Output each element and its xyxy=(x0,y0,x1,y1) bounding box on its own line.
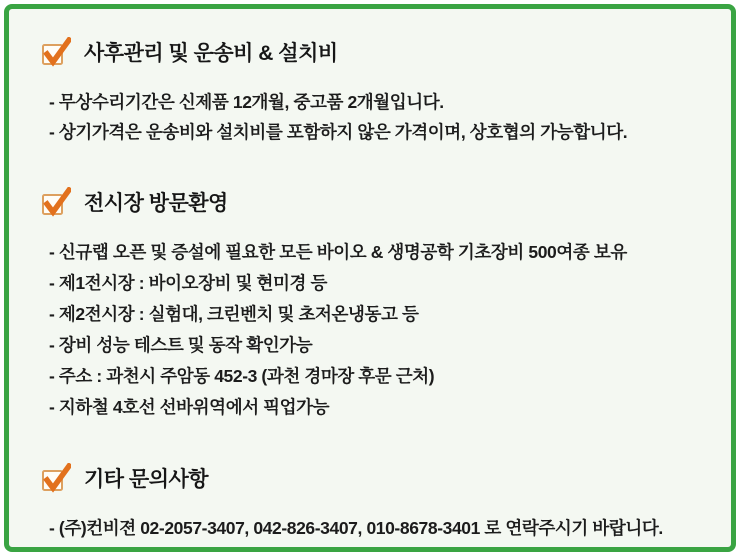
section-showroom xyxy=(41,187,707,423)
section-title: 사후관리 및 운송비 & 설치비 xyxy=(84,42,338,65)
section-title: 전시장 방문환영 xyxy=(84,192,228,215)
section-title: 기타 문의사항 xyxy=(84,468,209,491)
list-item: - 장비 성능 테스트 및 동작 확인가능 xyxy=(49,335,313,355)
list-item: - 무상수리기간은 신제품 12개월, 중고품 2개월입니다. xyxy=(49,92,444,112)
item-list xyxy=(41,513,707,543)
item-list xyxy=(41,237,707,423)
checked-checkbox-icon xyxy=(41,187,71,217)
section-header xyxy=(41,37,707,67)
checked-checkbox-icon xyxy=(41,37,71,67)
list-item: - 지하철 4호선 선바위역에서 픽업가능 xyxy=(49,397,330,417)
section-header xyxy=(41,187,707,217)
section-header xyxy=(41,463,707,493)
notice-card xyxy=(4,4,736,552)
section-contact xyxy=(41,463,707,543)
list-item: - 제2전시장 : 실험대, 크린벤치 및 초저온냉동고 등 xyxy=(49,304,419,324)
item-list xyxy=(41,87,707,147)
list-item: - 신규랩 오픈 및 증설에 필요한 모든 바이오 & 생명공학 기초장비 500여종 보유 xyxy=(49,242,627,262)
list-item: - 주소 : 과천시 주암동 452-3 (과천 경마장 후문 근처) xyxy=(49,366,435,386)
list-item: - 상기가격은 운송비와 설치비를 포함하지 않은 가격이며, 상호협의 가능합니다. xyxy=(49,122,628,142)
list-item: - 제1전시장 : 바이오장비 및 현미경 등 xyxy=(49,273,328,293)
checked-checkbox-icon xyxy=(41,463,71,493)
section-aftercare xyxy=(41,37,707,147)
list-item: - (주)컨비젼 02-2057-3407, 042-826-3407, 010-8678-3401 로 연락주시기 바랍니다. xyxy=(49,518,663,538)
